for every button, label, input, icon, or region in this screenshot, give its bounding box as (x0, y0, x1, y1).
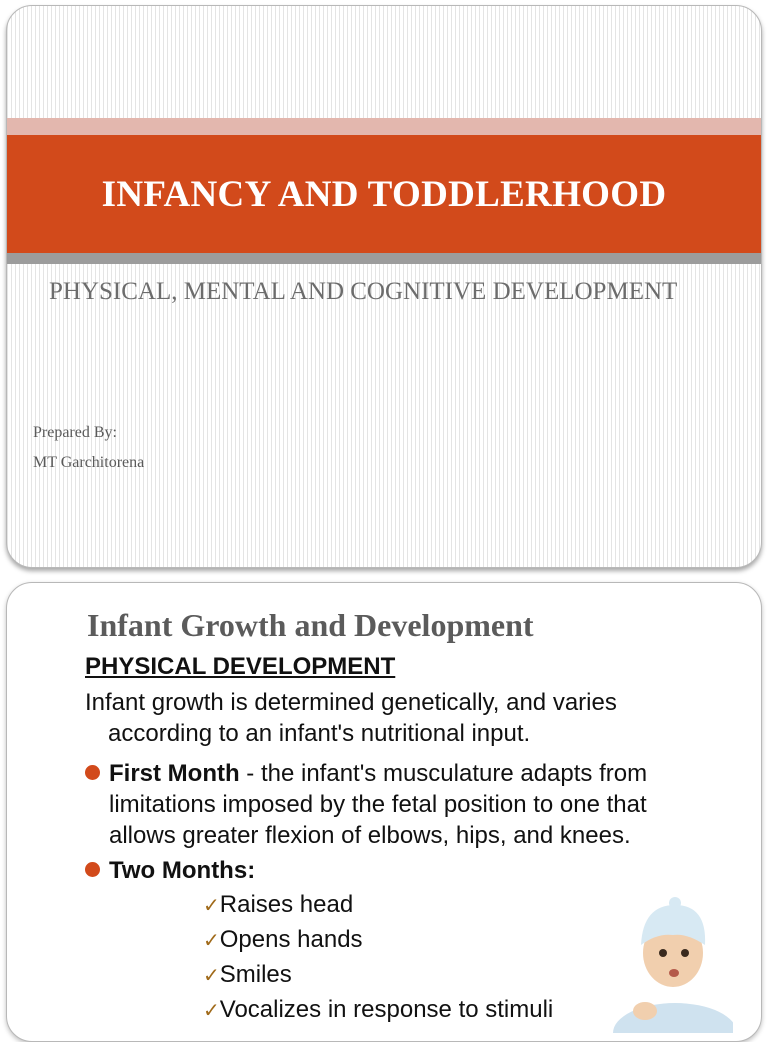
title-band-top (7, 118, 761, 135)
checkmark-icon: ✓ (203, 930, 220, 952)
slide-heading: Infant Growth and Development (87, 607, 534, 643)
bullet-text: limitations imposed by the fetal position to one that (109, 791, 647, 818)
title-slide (6, 5, 762, 568)
bullet-dot (85, 765, 100, 780)
slide-title: INFANCY AND TODDLERHOOD (101, 173, 667, 215)
intro-line: Infant growth is determined genetically, and varies (85, 689, 617, 716)
section-subheading: PHYSICAL DEVELOPMENT (85, 653, 396, 680)
bullet-dot (85, 862, 100, 877)
checklist-item: ✓Opens hands (203, 926, 363, 953)
bullet-term: First Month (109, 760, 240, 787)
checkmark-icon: ✓ (203, 895, 220, 917)
baby-photo (583, 883, 733, 1033)
checklist-item: ✓Vocalizes in response to stimuli (203, 996, 554, 1023)
checklist-item: ✓Smiles (203, 961, 292, 988)
bullet-text: allows greater flexion of elbows, hips, and knees. (109, 822, 631, 849)
title-band-bottom (7, 253, 761, 264)
slide-subtitle: PHYSICAL, MENTAL AND COGNITIVE DEVELOPMENT (49, 278, 678, 305)
prepared-by-label: Prepared By: (33, 424, 117, 441)
checkmark-icon: ✓ (203, 965, 220, 987)
author-name: MT Garchitorena (33, 454, 145, 471)
intro-paragraph (85, 687, 725, 749)
content-slide (6, 582, 762, 1042)
bullet-text: - the infant's musculature adapts from (239, 760, 648, 787)
checklist-item: ✓Raises head (203, 891, 354, 918)
bullet-two-months: Two Months: (109, 857, 256, 884)
title-band (7, 135, 761, 253)
intro-line: according to an infant's nutritional input. (108, 720, 531, 747)
bullet-first-month (109, 758, 729, 851)
checkmark-icon: ✓ (203, 1000, 220, 1022)
